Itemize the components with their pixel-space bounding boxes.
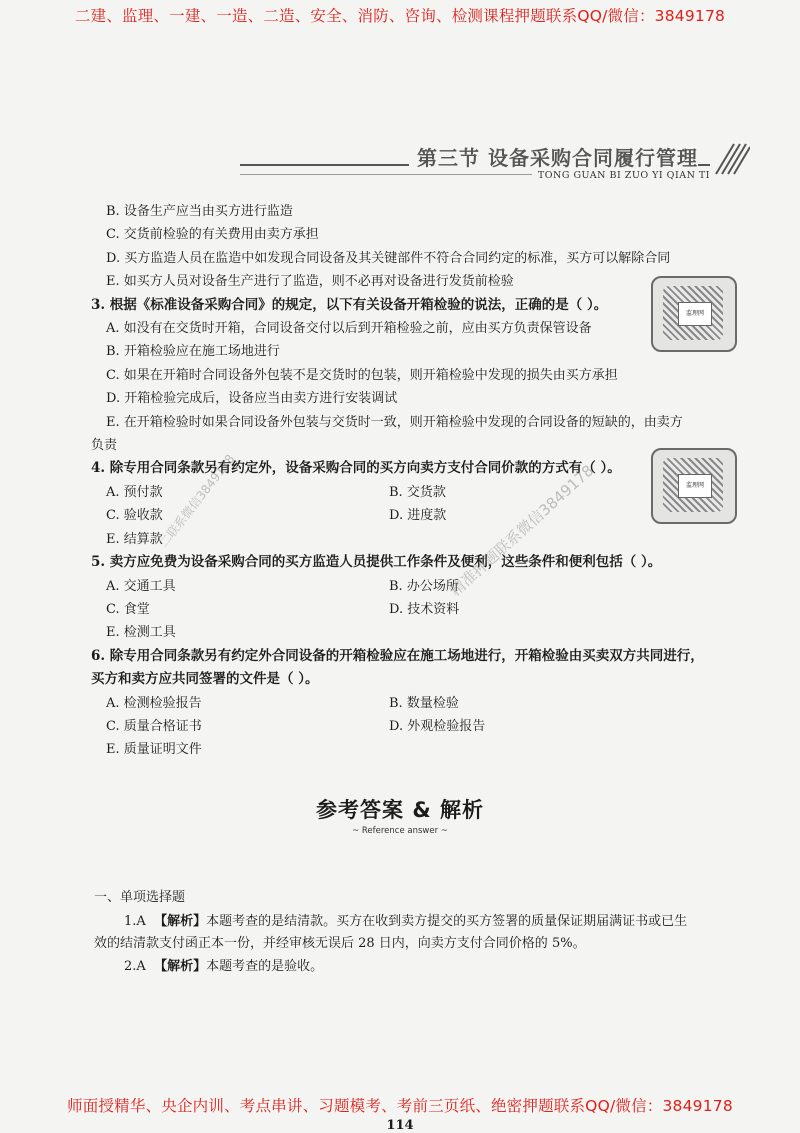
option-line: C. 交货前检验的有关费用由卖方承担 (106, 227, 319, 243)
option-a: A. 检测检验报告 (106, 695, 202, 711)
watermark-text: 精准押题联系微信3849178 (446, 461, 598, 600)
option-b: B. 数量检验 (389, 695, 459, 711)
analysis-tag: 【解析】 (154, 914, 207, 929)
question-5-stem: 5. 卖方应免费为设备采购合同的买方监造人员提供工作条件及便利，这些条件和便利包括（ ）。 (91, 554, 662, 571)
option-line: E. 如买方人员对设备生产进行了监造，则不必再对设备进行发货前检验 (106, 274, 514, 290)
option-line: D. 开箱检验完成后，设备应当由卖方进行安装调试 (106, 391, 398, 407)
bottom-promo-banner: 师面授精华、央企内训、考点串讲、习题模考、考前三页纸、绝密押题联系QQ/微信：3849178 (67, 1097, 733, 1115)
qr-label: 监理网 (678, 302, 712, 326)
top-promo-banner: 二建、监理、一建、一造、二造、安全、消防、咨询、检测课程押题联系QQ/微信：3849178 (74, 7, 726, 25)
qr-code-icon (651, 448, 737, 524)
option-line: C. 如果在开箱时合同设备外包装不是交货时的包装，则开箱检验中发现的损失由买方承担 (106, 367, 618, 383)
option-line: B. 开箱检验应在施工场地进行 (106, 344, 280, 360)
option-e: E. 检测工具 (106, 625, 176, 641)
option-b: B. 交货款 (389, 484, 446, 500)
option-d: D. 外观检验报告 (389, 718, 486, 734)
answer-text: 本题考查的是验收。 (206, 959, 324, 974)
section-subtitle: TONG GUAN BI ZUO YI QIAN TI (532, 170, 710, 181)
answer-text-cont: 效的结清款支付函正本一份，并经审核无误后 28 日内，向卖方支付合同价格的 5%。 (94, 936, 586, 951)
option-line: B. 设备生产应当由买方进行监造 (106, 204, 293, 219)
question-6-stem: 6. 除专用合同条款另有约定外合同设备的开箱检验应在施工场地进行，开箱检验由买卖双方共同进行， (91, 647, 704, 664)
option-c: C. 质量合格证书 (106, 718, 202, 734)
question-content (91, 200, 731, 762)
section-title: 第三节 设备采购合同履行管理 (409, 142, 698, 171)
option-e: E. 质量证明文件 (106, 742, 202, 758)
watermark-text: 二联系微信3849178 (156, 451, 238, 550)
question-4-stem: 4. 除专用合同条款另有约定外，设备采购合同的买方向卖方支付合同价款的方式有（ ）。 (91, 460, 621, 477)
hatch-decoration-icon (710, 142, 750, 176)
question-3-stem: 3. 根据《标准设备采购合同》的规定，以下有关设备开箱检验的说法，正确的是（ ）。 (91, 296, 608, 313)
option-row (91, 692, 731, 715)
option-c: C. 食堂 (106, 601, 150, 617)
option-a: A. 预付款 (106, 484, 163, 500)
option-line: A. 如没有在交货时开箱，合同设备交付以后到开箱检验之前，应由买方负责保管设备 (106, 321, 592, 337)
option-row (91, 598, 731, 621)
option-row (91, 715, 731, 738)
page-number: 114 (386, 1118, 414, 1133)
answer-text: 本题考查的是结清款。买方在收到卖方提交的买方签署的质量保证期届满证书或已生 (206, 914, 688, 929)
answers-subtitle: ~ Reference answer ~ (352, 826, 448, 836)
analysis-tag: 【解析】 (154, 959, 207, 974)
option-line: E. 在开箱检验时如果合同设备外包装与交货时一致，则开箱检验中发现的合同设备的短缺的，由卖方 (106, 414, 683, 430)
option-e: E. 结算款 (106, 531, 163, 547)
qr-code-icon (651, 276, 737, 352)
qr-label: 监理网 (678, 474, 712, 498)
section-header (240, 140, 750, 190)
option-c: C. 验收款 (106, 508, 163, 524)
option-a: A. 交通工具 (106, 578, 176, 594)
option-line: D. 买方监造人员在监造中如发现合同设备及其关键部件不符合合同约定的标准，买方可以解除合同 (106, 250, 671, 266)
option-d: D. 技术资料 (389, 601, 460, 617)
answers-section-heading: 一、单项选择题 (94, 890, 186, 905)
answer-1 (94, 911, 714, 955)
option-continuation: 负责 (91, 438, 118, 454)
option-row (91, 575, 731, 598)
answer-2 (94, 956, 714, 978)
question-6-stem-cont: 买方和卖方应共同签署的文件是（ ）。 (91, 671, 319, 688)
option-d: D. 进度款 (389, 508, 447, 524)
answer-number: 2.A (124, 959, 146, 974)
answers-title: 参考答案 & 解析 (316, 798, 484, 822)
answer-number: 1.A (124, 914, 146, 929)
option-b: B. 办公场所 (389, 578, 459, 594)
